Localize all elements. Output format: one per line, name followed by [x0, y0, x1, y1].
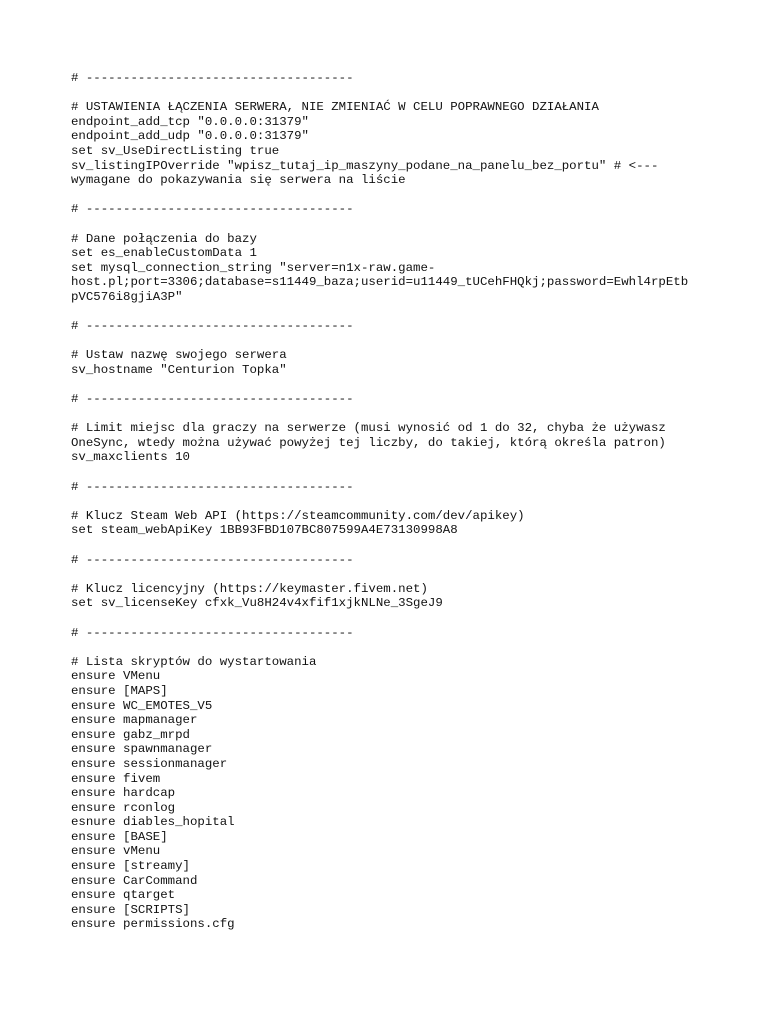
config-line: ensure [BASE] [71, 829, 168, 844]
config-line: set es_enableCustomData 1 [71, 246, 257, 261]
config-line: ensure spawnmanager [71, 742, 213, 757]
comment-line: # ------------------------------------ [71, 202, 354, 217]
blank-line [71, 494, 751, 509]
config-line: ensure mapmanager [71, 713, 198, 728]
comment-line: # Dane połączenia do bazy [71, 231, 257, 246]
config-line: ensure fivem [71, 771, 161, 786]
blank-line [71, 407, 751, 422]
comment-line: # ------------------------------------ [71, 319, 354, 334]
config-line: ensure qtarget [71, 888, 176, 903]
config-line: sv_hostname "Centurion Topka" [71, 362, 287, 377]
config-line: ensure hardcap [71, 786, 176, 801]
comment-line: # ------------------------------------ [71, 625, 354, 640]
comment-line: # ------------------------------------ [71, 552, 354, 567]
blank-line [71, 305, 751, 320]
blank-line [71, 465, 751, 480]
comment-line: # ------------------------------------ [71, 392, 354, 407]
config-line: ensure VMenu [71, 669, 161, 684]
config-line: set sv_licenseKey cfxk_Vu8H24v4xfif1xjkNLNe_3SgeJ9 [71, 596, 443, 611]
config-line: endpoint_add_udp "0.0.0.0:31379" [71, 129, 309, 144]
config-line: set sv_UseDirectListing true [71, 143, 280, 158]
config-line: host.pl;port=3306;database=s11449_baza;userid=u11449_tUCehFHQkj;password=Ewhl4rpEtb [71, 275, 689, 290]
blank-line [71, 640, 751, 655]
config-line: ensure gabz_mrpd [71, 727, 190, 742]
config-line: sv_maxclients 10 [71, 450, 190, 465]
blank-line [71, 217, 751, 232]
config-line: ensure rconlog [71, 800, 176, 815]
config-line: OneSync, wtedy można używać powyżej tej liczby, do takiej, którą określa patron) [71, 435, 666, 450]
config-line: sv_listingIPOverride "wpisz_tutaj_ip_maszyny_podane_na_panelu_bez_portu" # <--- [71, 158, 659, 173]
config-line: wymagane do pokazywania się serwera na liście [71, 173, 406, 188]
config-line: ensure permissions.cfg [71, 917, 235, 932]
comment-line: # ------------------------------------ [71, 479, 354, 494]
config-line: ensure CarCommand [71, 873, 198, 888]
config-line: endpoint_add_tcp "0.0.0.0:31379" [71, 114, 309, 129]
blank-line [71, 538, 751, 553]
config-line: ensure sessionmanager [71, 756, 228, 771]
comment-line: # Klucz Steam Web API (https://steamcommunity.com/dev/apikey) [71, 508, 525, 523]
config-line: esnure diables_hopital [71, 815, 235, 830]
blank-line [71, 377, 751, 392]
blank-line [71, 188, 751, 203]
comment-line: # Lista skryptów do wystartowania [71, 654, 317, 669]
comment-line: # USTAWIENIA ŁĄCZENIA SERWERA, NIE ZMIENIAĆ W CELU POPRAWNEGO DZIAŁANIA [71, 100, 599, 115]
blank-line [71, 611, 751, 626]
comment-line: # Limit miejsc dla graczy na serwerze (musi wynosić od 1 do 32, chyba że używasz [71, 421, 666, 436]
config-line: ensure [MAPS] [71, 683, 168, 698]
config-line: ensure [streamy] [71, 859, 190, 874]
config-line: pVC576i8gjiA3P" [71, 289, 183, 304]
config-line: set steam_webApiKey 1BB93FBD107BC807599A4E73130998A8 [71, 523, 458, 538]
comment-line: # ------------------------------------ [71, 71, 354, 85]
config-line: ensure [SCRIPTS] [71, 902, 190, 917]
config-document [71, 71, 751, 932]
config-line: set mysql_connection_string "server=n1x-raw.game- [71, 260, 436, 275]
comment-line: # Ustaw nazwę swojego serwera [71, 348, 287, 363]
blank-line [71, 567, 751, 582]
config-line: ensure vMenu [71, 844, 161, 859]
blank-line [71, 334, 751, 349]
config-line: ensure WC_EMOTES_V5 [71, 698, 213, 713]
comment-line: # Klucz licencyjny (https://keymaster.fivem.net) [71, 581, 428, 596]
blank-line [71, 86, 751, 101]
